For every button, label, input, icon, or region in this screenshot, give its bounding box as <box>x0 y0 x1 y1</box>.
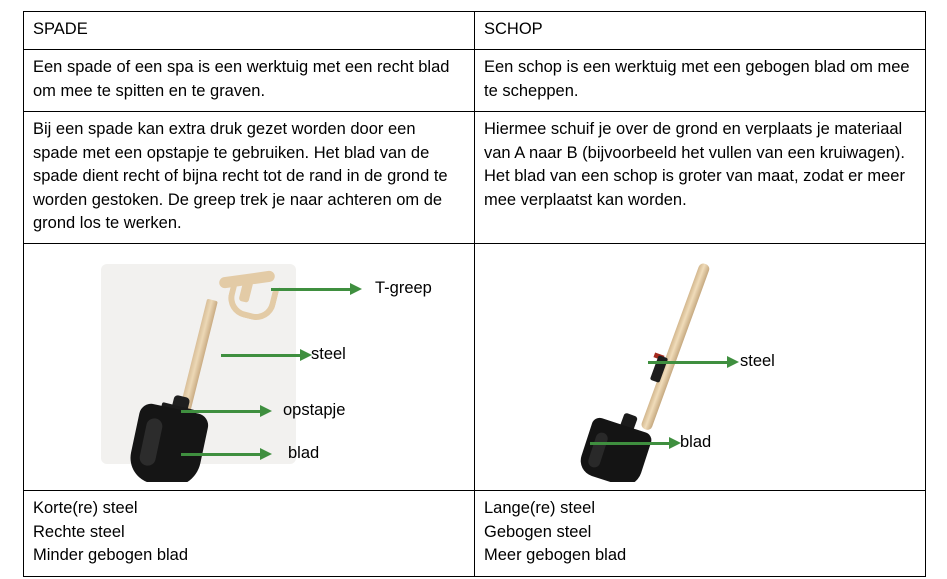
spade-figure <box>33 250 465 482</box>
schop-definition-text: Een schop is een werktuig met een gebogen blad om mee te scheppen. <box>484 58 910 100</box>
callout-label-opstapje: opstapje <box>283 401 346 420</box>
schop-detail-text: Hiermee schuif je over de grond en verplaats je materiaal van A naar B (bijvoorbeeld het vullen van een kruiwagen). Het blad van een schop is groter van maat, zodat er meer mee verplaatst kan worden. <box>484 120 906 209</box>
callout-arrow-steel <box>648 361 728 364</box>
table-cell-schop-detail <box>475 112 926 244</box>
table-row-figures <box>24 244 926 491</box>
column-header-spade: SPADE <box>33 20 88 38</box>
spade-definition-text: Een spade of een spa is een werktuig met een recht blad om mee te spitten en te graven. <box>33 58 450 100</box>
callout-label-steel: steel <box>311 345 346 364</box>
callout-arrow-t-greep <box>271 288 351 291</box>
table-row-headers <box>24 12 926 50</box>
comparison-table <box>23 11 926 577</box>
spade-summary-line-2: Rechte steel <box>33 522 125 541</box>
table-cell-spade-detail <box>24 112 475 244</box>
table-cell-schop-definition <box>475 50 926 112</box>
table-cell-spade-figure <box>24 244 475 491</box>
table-cell-schop-figure <box>475 244 926 491</box>
callout-arrow-blad <box>590 442 670 445</box>
table-cell-schop-summary <box>475 491 926 576</box>
table-cell-spade-header <box>24 12 475 50</box>
schop-figure <box>484 250 916 482</box>
spade-summary-line-3: Minder gebogen blad <box>33 546 189 565</box>
spade-detail-text: Bij een spade kan extra druk gezet worden door een spade met een opstapje te gebruiken. Het blad van de spade dient recht of bijna recht tot de rand in de grond te worden gestoken. De greep trek je naar achteren om de grond los te werken. <box>33 120 448 232</box>
table-cell-spade-definition <box>24 50 475 112</box>
table-row-definitions <box>24 50 926 112</box>
column-header-schop: SCHOP <box>484 20 543 38</box>
table-cell-spade-summary <box>24 491 475 576</box>
table-cell-schop-header <box>475 12 926 50</box>
callout-arrow-blad <box>181 453 261 456</box>
callout-label-blad: blad <box>288 444 320 463</box>
callout-label-t-greep: T-greep <box>375 279 432 298</box>
callout-label-steel: steel <box>740 352 775 371</box>
callout-arrow-steel <box>221 354 301 357</box>
callout-arrow-opstapje <box>181 410 261 413</box>
schop-summary-line-3: Meer gebogen blad <box>484 546 627 565</box>
table-row-details <box>24 112 926 244</box>
schop-summary-line-1: Lange(re) steel <box>484 499 595 518</box>
schop-summary-line-2: Gebogen steel <box>484 522 592 541</box>
table-row-summary <box>24 491 926 576</box>
spade-summary-line-1: Korte(re) steel <box>33 499 138 518</box>
callout-label-blad: blad <box>680 433 712 452</box>
